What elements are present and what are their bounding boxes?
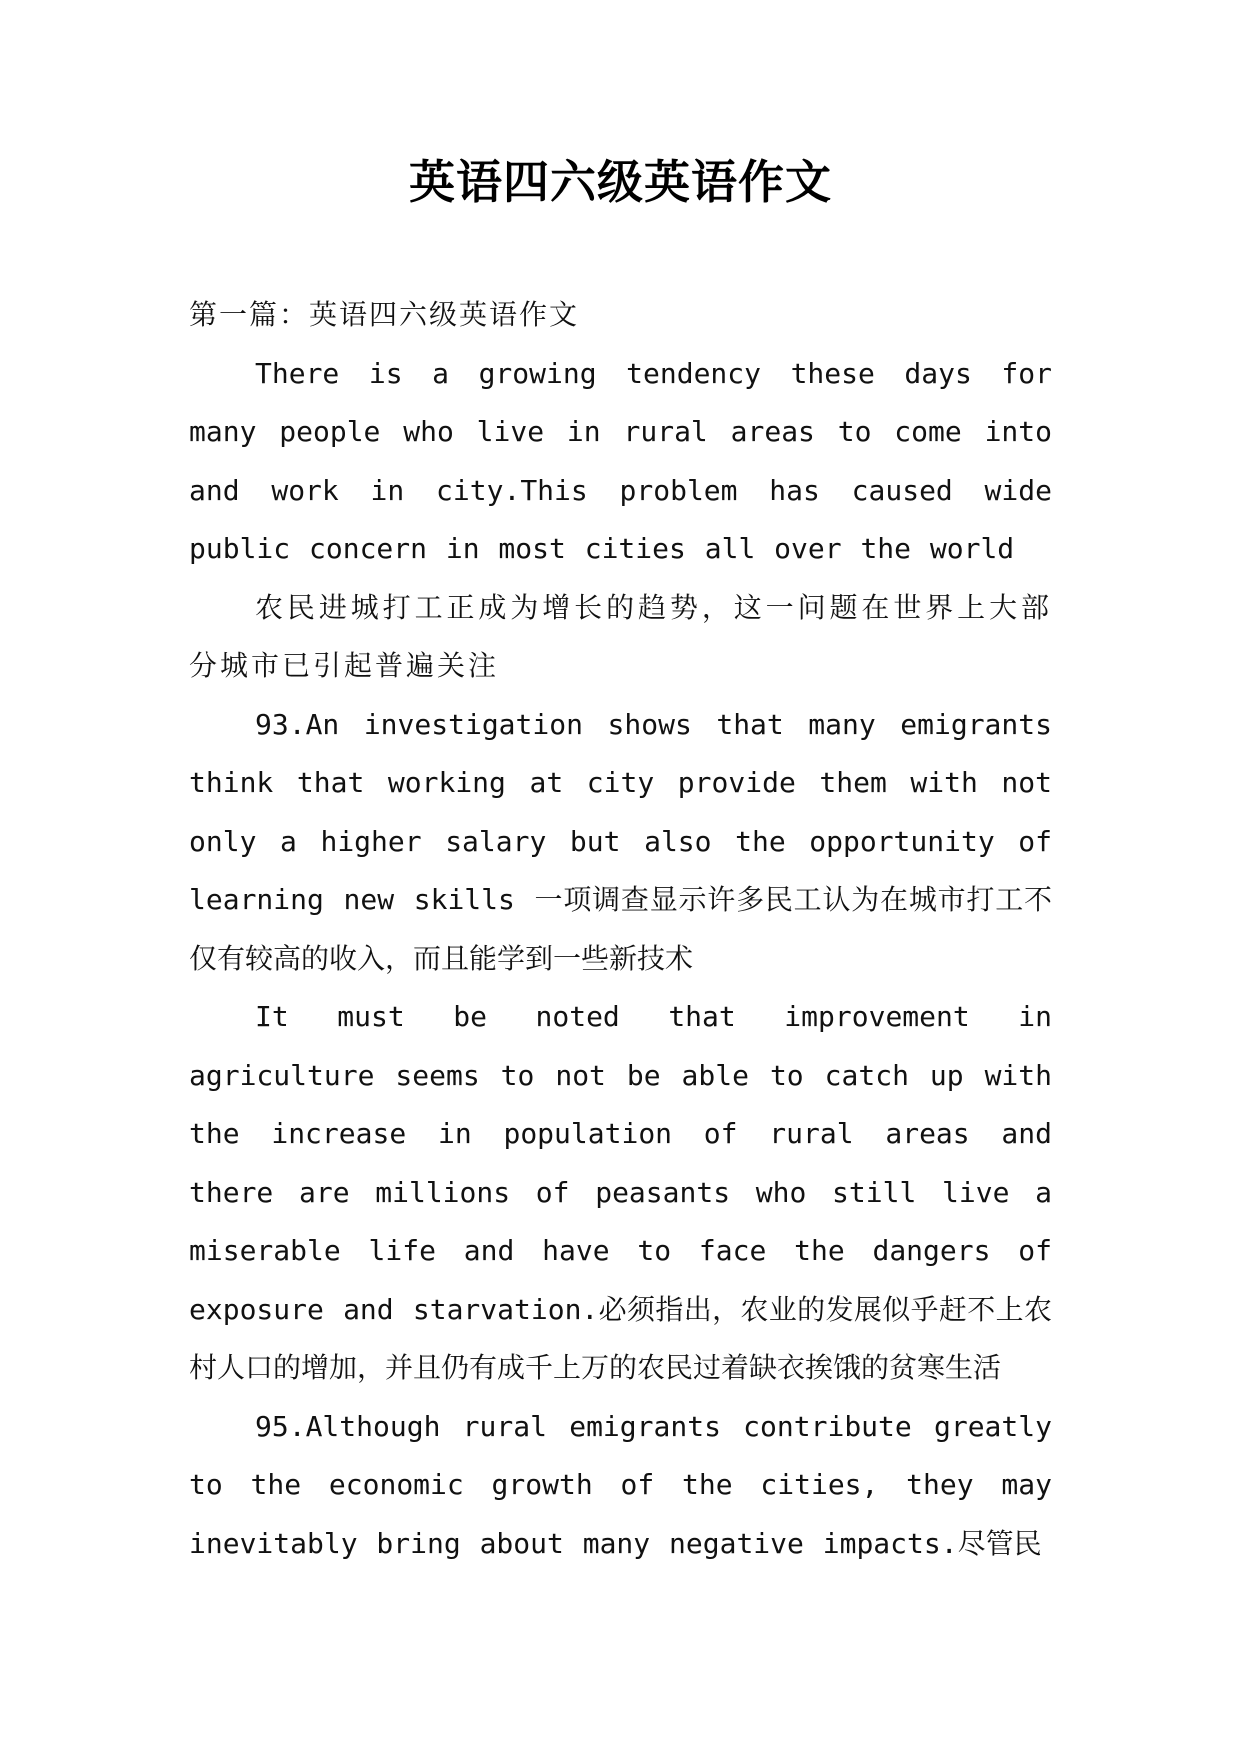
- document-body: [189, 286, 1052, 1573]
- paragraph-93-investigation: 93.An investigation shows that many emigrants think that working at city provide them with not only a higher salary but also the opportunity of learning new skills 一项调查显示许多民工认为在城市打工不仅有较高的收入，而且能学到一些新技术: [189, 707, 1052, 975]
- section-heading: 第一篇：英语四六级英语作文: [189, 298, 580, 331]
- paragraph-intro-chinese: 农民进城打工正成为增长的趋势，这一问题在世界上大部分城市已引起普遍关注: [189, 590, 1052, 682]
- paragraph-agriculture: It must be noted that improvement in agriculture seems to not be able to catch up with the increase in population of rural areas and there are millions of peasants who still live a miserable life and have to face the dangers of exposure and starvation.必须指出，农业的发展似乎赶不上农村人口的增加，并且仍有成千上万的农民过着缺衣挨饿的贫寒生活: [189, 1000, 1052, 1384]
- paragraph-intro-english: There is a growing tendency these days for many people who live in rural areas to come into and work in city.This problem has caused wide public concern in most cities all over the world: [189, 356, 1052, 565]
- document-title: 英语四六级英语作文: [409, 155, 832, 209]
- paragraph-95-negative-impacts: 95.Although rural emigrants contribute greatly to the economic growth of the cities, they may inevitably bring about many negative impacts.尽管民: [189, 1409, 1052, 1560]
